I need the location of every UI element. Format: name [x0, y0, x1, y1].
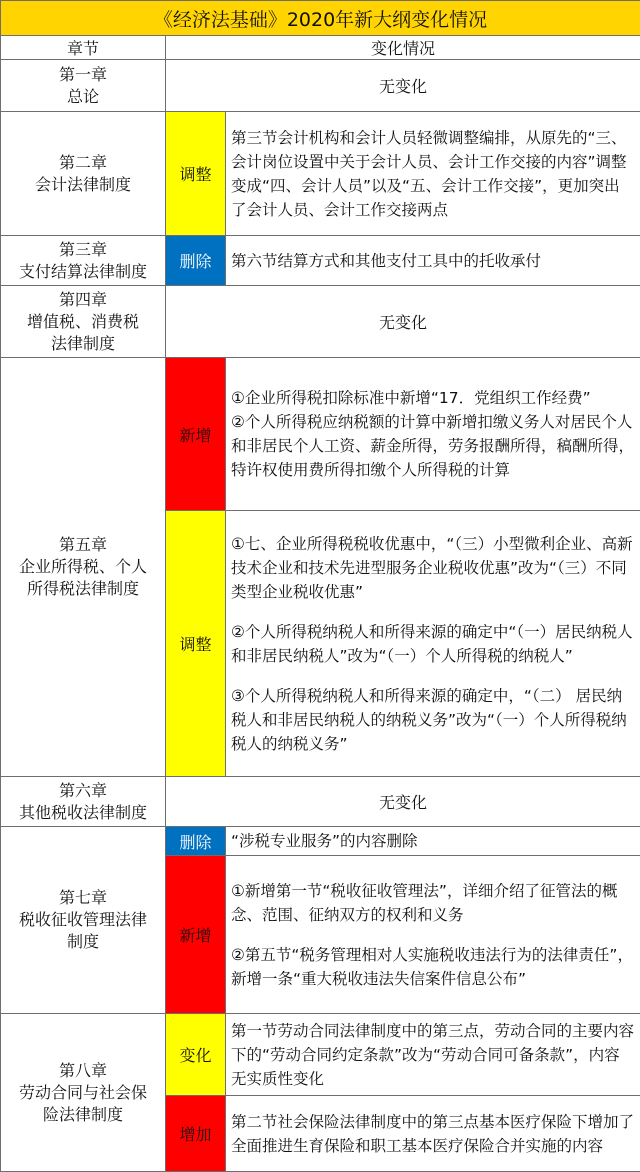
row-ch7-delete	[1, 827, 640, 856]
header-change: 变化情况	[166, 36, 640, 60]
tag-delete: 删除	[166, 236, 226, 286]
chapter-cell	[1, 286, 166, 358]
tag-adjust: 调整	[166, 112, 226, 236]
chapter-title-2: 法律制度	[5, 333, 161, 355]
change-item: ①七、企业所得税税收优惠中，“（三）小型微利企业、高新技术企业和技术先进型服务企业税收优惠”改为“（三）不同类型企业税收优惠”	[231, 532, 635, 604]
chapter-title-2: 险法律制度	[5, 1104, 161, 1126]
tag-change: 变化	[166, 1014, 226, 1096]
no-change-cell: 无变化	[166, 60, 640, 112]
header-row	[1, 36, 640, 60]
chapter-cell	[1, 777, 166, 827]
chapter-title: 总论	[5, 86, 161, 108]
chapter-title: 会计法律制度	[5, 174, 161, 196]
row-ch6	[1, 777, 640, 827]
change-text	[226, 856, 640, 1014]
row-ch5-add	[1, 358, 640, 511]
tag-increase: 增加	[166, 1096, 226, 1172]
chapter-title: 劳动合同与社会保	[5, 1082, 161, 1104]
no-change-cell: 无变化	[166, 286, 640, 358]
change-item: ②个人所得税应纳税额的计算中新增扣缴义务人对居民个人和非居民个人工资、薪金所得，劳务报酬所得，稿酬所得，特许权使用费所得扣缴个人所得税的计算	[231, 410, 635, 482]
tag-adjust: 调整	[166, 511, 226, 777]
change-text: 第二节社会保险法律制度中的第三点基本医疗保险下增加了全面推进生育保险和职工基本医疗保险合并实施的内容	[226, 1096, 640, 1172]
row-ch8-change	[1, 1014, 640, 1096]
tag-new: 新增	[166, 358, 226, 511]
change-text	[226, 358, 640, 511]
change-text: 第三节会计机构和会计人员轻微调整编排，从原先的“三、会计岗位设置中关于会计人员、会计工作交接的内容”调整变成“四、会计人员”以及“五、会计工作交接”，更加突出了会计人员、会计工作交接两点	[226, 112, 640, 236]
change-text: 第一节劳动合同法律制度中的第三点，劳动合同的主要内容下的“劳动合同约定条款”改为“劳动合同可备条款”，内容无实质性变化	[226, 1014, 640, 1096]
title-row	[1, 1, 640, 36]
change-item: ③个人所得税纳税人和所得来源的确定中，“（二） 居民纳税人和非居民纳税人的纳税义务”改为“（一）个人所得税纳税人的纳税义务”	[231, 684, 635, 756]
chapter-number: 第六章	[5, 780, 161, 802]
row-ch2	[1, 112, 640, 236]
chapter-title: 支付结算法律制度	[5, 261, 161, 283]
change-item: ①新增第一节“税收征收管理法”，详细介绍了征管法的概念、范围、征纳双方的权利和义务	[231, 879, 635, 927]
chapter-number: 第三章	[5, 239, 161, 261]
chapter-number: 第四章	[5, 289, 161, 311]
tag-new: 新增	[166, 856, 226, 1014]
chapter-title: 企业所得税、个人	[5, 556, 161, 578]
chapter-cell	[1, 358, 166, 777]
change-text: 第六节结算方式和其他支付工具中的托收承付	[226, 236, 640, 286]
tag-delete: 删除	[166, 827, 226, 856]
row-ch4	[1, 286, 640, 358]
change-item: ②个人所得税纳税人和所得来源的确定中“（一）居民纳税人和非居民纳税人”改为“（一）个人所得税的纳税人”	[231, 620, 635, 668]
no-change-cell: 无变化	[166, 777, 640, 827]
page-title: 《经济法基础》2020年新大纲变化情况	[1, 1, 640, 36]
change-item: ①企业所得税扣除标准中新增“17．党组织工作经费”	[231, 386, 635, 410]
chapter-title-2: 所得税法律制度	[5, 578, 161, 600]
chapter-cell	[1, 112, 166, 236]
chapter-title-2: 制度	[5, 931, 161, 953]
chapter-title: 其他税收法律制度	[5, 802, 161, 824]
chapter-cell	[1, 827, 166, 1014]
change-text: “涉税专业服务”的内容删除	[226, 827, 640, 856]
change-text	[226, 511, 640, 777]
chapter-title: 增值税、消费税	[5, 311, 161, 333]
chapter-number: 第二章	[5, 152, 161, 174]
chapter-cell	[1, 60, 166, 112]
header-chapter: 章节	[1, 36, 166, 60]
chapter-title: 税收征收管理法律	[5, 909, 161, 931]
change-item: ②第五节“税务管理相对人实施税收违法行为的法律责任”，新增一条“重大税收违法失信案件信息公布”	[231, 943, 635, 991]
row-ch1	[1, 60, 640, 112]
chapter-number: 第一章	[5, 64, 161, 86]
chapter-number: 第五章	[5, 534, 161, 556]
row-ch3	[1, 236, 640, 286]
chapter-number: 第七章	[5, 887, 161, 909]
chapter-cell	[1, 236, 166, 286]
chapter-number: 第八章	[5, 1060, 161, 1082]
